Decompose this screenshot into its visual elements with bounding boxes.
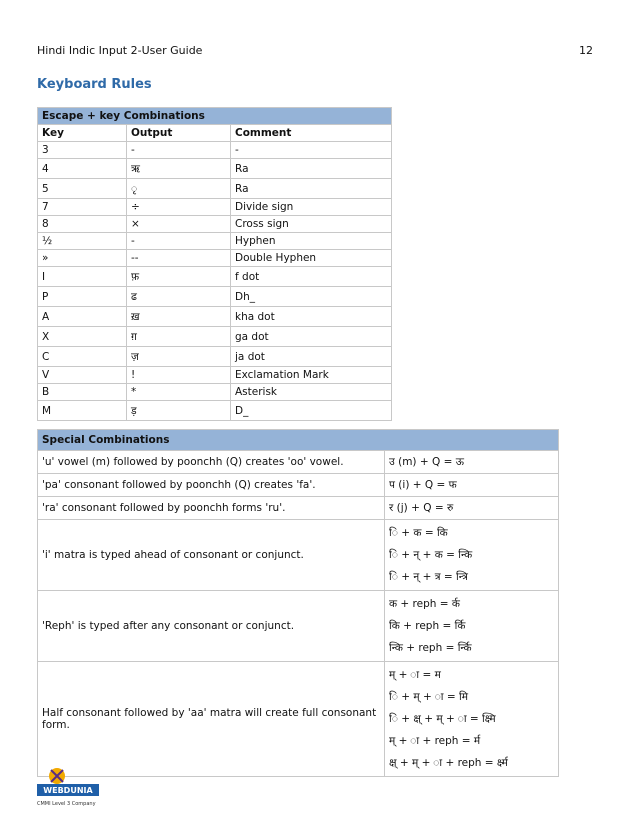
cell-comment: Double Hyphen	[231, 250, 392, 267]
cell-key: I	[38, 267, 127, 287]
cell-key: 7	[38, 199, 127, 216]
formula-line: ि + न् + क = न्कि	[389, 549, 473, 561]
cell-comment: -	[231, 142, 392, 159]
cell-description: 'Reph' is typed after any consonant or conjunct.	[38, 591, 385, 662]
cell-key: 8	[38, 216, 127, 233]
cell-comment: D_	[231, 401, 392, 421]
formula-line: क + reph = र्क	[389, 598, 460, 610]
cell-comment: f dot	[231, 267, 392, 287]
formula-line: म् + ा = म	[389, 669, 441, 681]
cell-comment: Divide sign	[231, 199, 392, 216]
table-row	[38, 327, 392, 347]
cell-output: ृ	[127, 179, 231, 199]
formula-line: न्कि + reph = र्न्कि	[389, 642, 472, 654]
table-row	[38, 520, 559, 591]
cell-output: ऋ	[127, 159, 231, 179]
cell-output: ड़	[127, 401, 231, 421]
formula-line: र (j) + Q = रु	[389, 502, 454, 514]
cell-comment: Exclamation Mark	[231, 367, 392, 384]
cell-output: ज़	[127, 347, 231, 367]
cell-key: X	[38, 327, 127, 347]
table-row	[38, 401, 392, 421]
document-title: Hindi Indic Input 2-User Guide	[37, 44, 203, 57]
cell-key: 4	[38, 159, 127, 179]
cell-description: Half consonant followed by 'aa' matra will create full consonant form.	[38, 662, 385, 777]
formula-line: म् + ा + reph = र्म	[389, 735, 481, 747]
formula-line: ि + न् + त्र = न्त्रि	[389, 571, 468, 583]
cell-description: 'ra' consonant followed by poonchh forms 'ru'.	[38, 497, 385, 520]
table-row	[38, 662, 559, 777]
cell-comment: Dh_	[231, 287, 392, 307]
formula-line: प (i) + Q = फ	[389, 479, 457, 491]
svg-text:CMMI Level 3 Company: CMMI Level 3 Company	[37, 801, 96, 807]
table-row	[38, 497, 559, 520]
cell-output: ÷	[127, 199, 231, 216]
svg-text:WEBDUNIA: WEBDUNIA	[43, 786, 93, 795]
webdunia-logo	[37, 766, 107, 808]
table-row	[38, 179, 392, 199]
cell-output: ×	[127, 216, 231, 233]
column-header-comment: Comment	[231, 125, 392, 142]
table-row	[38, 216, 392, 233]
formula-line: कि + reph = र्कि	[389, 620, 466, 632]
cell-formula	[385, 591, 559, 662]
cell-comment: kha dot	[231, 307, 392, 327]
page-header	[37, 44, 601, 60]
cell-output: फ़	[127, 267, 231, 287]
page-number: 12	[579, 44, 593, 57]
formula-line: ि + म् + ा = मि	[389, 691, 469, 703]
column-header-output: Output	[127, 125, 231, 142]
table-row	[38, 474, 559, 497]
cell-key: B	[38, 384, 127, 401]
cell-description: 'i' matra is typed ahead of consonant or conjunct.	[38, 520, 385, 591]
cell-comment: ja dot	[231, 347, 392, 367]
cell-output: -	[127, 142, 231, 159]
cell-formula	[385, 474, 559, 497]
table-row	[38, 451, 559, 474]
table-row	[38, 367, 392, 384]
table-row	[38, 250, 392, 267]
cell-key: »	[38, 250, 127, 267]
table-row	[38, 287, 392, 307]
cell-key: 3	[38, 142, 127, 159]
cell-output: ग़	[127, 327, 231, 347]
table-row	[38, 267, 392, 287]
column-header-key: Key	[38, 125, 127, 142]
table-row	[38, 591, 559, 662]
cell-key: 5	[38, 179, 127, 199]
formula-line: ि + क्ष् + म् + ा = क्ष्मि	[389, 713, 496, 725]
cell-comment: Ra	[231, 179, 392, 199]
table-row	[38, 347, 392, 367]
escape-key-table	[37, 107, 392, 421]
formula-line: उ (m) + Q = ऊ	[389, 456, 464, 468]
table-row	[38, 159, 392, 179]
cell-output: *	[127, 384, 231, 401]
special-combinations-table	[37, 429, 559, 777]
formula-line: ि + क = कि	[389, 527, 448, 539]
table-row	[38, 233, 392, 250]
cell-output: ख़	[127, 307, 231, 327]
cell-key: ½	[38, 233, 127, 250]
table-caption: Escape + key Combinations	[38, 108, 392, 125]
cell-formula	[385, 497, 559, 520]
cell-description: 'pa' consonant followed by poonchh (Q) creates 'fa'.	[38, 474, 385, 497]
cell-output: !	[127, 367, 231, 384]
table-row	[38, 307, 392, 327]
cell-comment: Asterisk	[231, 384, 392, 401]
table-row	[38, 384, 392, 401]
cell-output: ढ	[127, 287, 231, 307]
cell-comment: Hyphen	[231, 233, 392, 250]
cell-key: P	[38, 287, 127, 307]
table-row	[38, 142, 392, 159]
section-title: Keyboard Rules	[37, 77, 152, 92]
cell-formula	[385, 520, 559, 591]
table-caption: Special Combinations	[38, 430, 559, 451]
cell-key: C	[38, 347, 127, 367]
formula-line: क्ष् + म् + ा + reph = र्क्ष्म	[389, 757, 508, 769]
cell-comment: ga dot	[231, 327, 392, 347]
cell-comment: Ra	[231, 159, 392, 179]
cell-description: 'u' vowel (m) followed by poonchh (Q) creates 'oo' vowel.	[38, 451, 385, 474]
cell-key: A	[38, 307, 127, 327]
cell-formula	[385, 662, 559, 777]
cell-output: --	[127, 250, 231, 267]
cell-formula	[385, 451, 559, 474]
cell-key: M	[38, 401, 127, 421]
cell-key: V	[38, 367, 127, 384]
table-row	[38, 199, 392, 216]
cell-comment: Cross sign	[231, 216, 392, 233]
cell-output: -	[127, 233, 231, 250]
